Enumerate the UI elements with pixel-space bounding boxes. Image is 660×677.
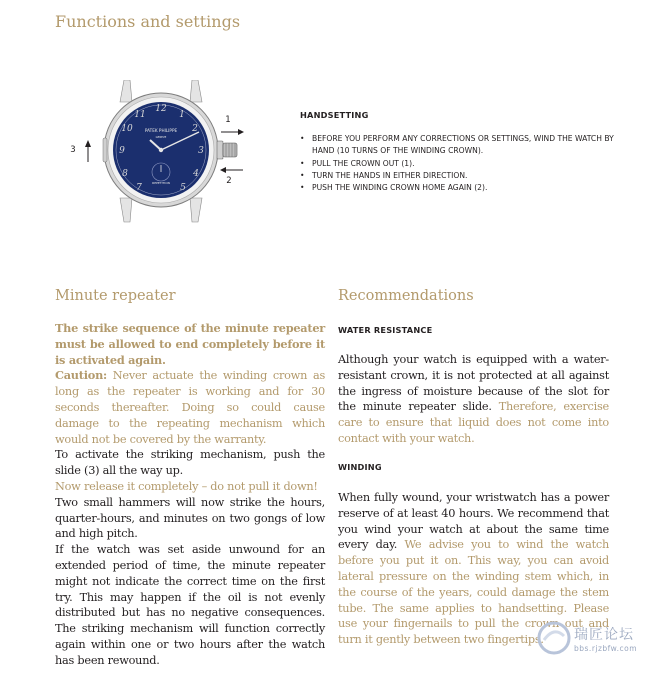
svg-text:3: 3 [198,146,204,156]
arrow-right-icon [238,129,244,135]
repeater-caution [55,368,325,447]
minute-repeater-heading: Minute repeater [55,288,176,304]
callout-1: 1 [225,115,231,125]
svg-text:9: 9 [119,146,125,156]
forum-watermark [536,620,656,660]
repeater-unwound: If the watch was set aside unwound for an extended period of time, the minute repeater might not indicate the correct time on the first try. This may happen if the oil is not evenly distributed but has no negative consequences. The striking mechanism will function correctly again within one or two hours after the watch has been rewound. [55,543,325,667]
water-text: Although your watch is equipped with a water-resistant crown, it is not protected at all against the ingress of moisture because of the slot for the minute repeater slide. [338,353,609,414]
watch-illustration [62,80,262,230]
repeater-hammers: Two small hammers will now strike the hours, quarter-hours, and minutes on two gongs of low and high pitch. [55,495,325,541]
handsetting-title: HANDSETTING [300,110,369,120]
dial-bottom-text: REPETITION [152,181,170,185]
recommendations-heading: Recommendations [338,288,474,304]
watermark-url: bbs.rjzbfw.com [574,644,638,653]
water-resistance-text [338,352,609,447]
watch-lug-top-right [190,80,202,102]
svg-text:12: 12 [155,104,167,114]
page-title: Functions and settings [55,12,241,31]
water-text-gold: Therefore, exercise care to ensure that liquid does not come into contact with your watch. [338,400,609,445]
list-item: • BEFORE YOU PERFORM ANY CORRECTIONS OR SETTINGS, WIND THE WATCH BY HAND (10 TURNS OF THE WINDING CROWN). [300,133,620,158]
caution-label: Caution: [55,368,107,383]
handsetting-list [300,133,620,194]
callout-3: 3 [70,145,76,155]
list-item: • PUSH THE WINDING CROWN HOME AGAIN (2). [300,182,620,194]
dial-brand: PATEK PHILIPPE [144,128,178,133]
list-item: • TURN THE HANDS IN EITHER DIRECTION. [300,170,620,182]
svg-text:2: 2 [192,124,198,134]
arrow-left-icon [220,167,226,173]
winding-text-gold: We advise you to wind the watch before you put it on. This way, you can avoid lateral pressure on the winding stem which, in the course of the years, could damage the stem tube. The same applies to handsetting. Please use your fingernails to pull the crown out and turn it gently between two fingertips. [338,538,609,647]
svg-text:10: 10 [121,124,133,134]
svg-text:5: 5 [180,183,186,193]
svg-text:11: 11 [134,110,146,120]
repeater-slide [103,138,107,162]
watch-lug-bottom-right [190,198,202,222]
winding-crown [217,141,223,159]
winding-text-main: When fully wound, your wristwatch has a power reserve of at least 40 hours. We recommend that you wind your watch at about the same time every day. [338,491,609,552]
watch-lug-bottom-left [120,198,132,222]
svg-text:1: 1 [179,110,185,120]
callout-2: 2 [226,176,232,186]
caution-text: Never actuate the winding crown as long as the repeater is working and for 30 seconds thereafter. Doing so could cause damage to the repeating mechanism which would not be covered by the warranty. [55,369,325,446]
winding-title: WINDING [338,462,382,472]
watch-lug-top-left [120,80,132,102]
svg-text:4: 4 [193,169,199,179]
repeater-activate: To activate the striking mechanism, push the slide (3) all the way up. [55,448,325,478]
minute-repeater-text [55,321,325,669]
dial-city: GENEVE [155,136,167,139]
repeater-release: Now release it completely – do not pull it down! [55,479,318,493]
svg-text:8: 8 [122,169,128,179]
watermark-title: 瑞匠论坛 [574,627,634,643]
svg-text:7: 7 [136,183,142,193]
watermark-logo-icon [536,620,572,656]
water-resistance-title: WATER RESISTANCE [338,325,433,335]
list-item: • PULL THE CROWN OUT (1). [300,158,620,170]
arrow-up-icon [85,140,91,147]
repeater-warning: The strike sequence of the minute repeater must be allowed to end completely before it is activated again. [55,321,325,367]
